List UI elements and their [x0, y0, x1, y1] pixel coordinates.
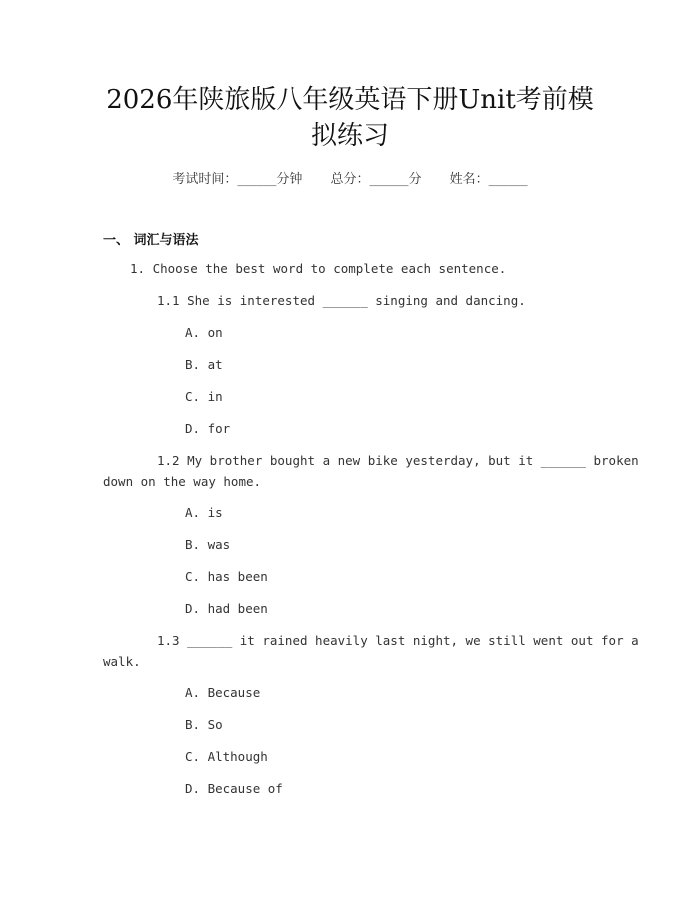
question-1-2-line-1: 1.2 My brother bought a new bike yesterday, but it ______ broken: [157, 453, 639, 468]
option-1-2-d: D. had been: [185, 601, 268, 616]
exam-info: [0, 168, 700, 187]
exam-time-field: 考试时间：______分钟: [172, 172, 303, 187]
question-1-1: 1.1 She is interested ______ singing and dancing.: [157, 293, 526, 308]
question-1-2-line-2: down on the way home.: [103, 474, 262, 489]
option-1-1-c: C. in: [185, 389, 223, 404]
option-1-2-c: C. has been: [185, 569, 268, 584]
question-1-3-line-1: 1.3 ______ it rained heavily last night, we still went out for a: [157, 633, 639, 648]
option-1-1-b: B. at: [185, 357, 223, 372]
option-1-2-b: B. was: [185, 537, 231, 552]
student-name-field: 姓名：______: [449, 172, 528, 187]
section-instruction: 1. Choose the best word to complete each sentence.: [130, 261, 507, 276]
document-title-line-2: 拟练习: [310, 121, 389, 151]
question-1-3-line-2: walk.: [103, 654, 141, 669]
total-score-field: 总分：______分: [330, 172, 422, 187]
option-1-3-a: A. Because: [185, 685, 261, 700]
option-1-3-c: C. Although: [185, 749, 268, 764]
option-1-1-d: D. for: [185, 421, 231, 436]
section-heading: 一、 词汇与语法: [103, 233, 199, 248]
option-1-3-b: B. So: [185, 717, 223, 732]
option-1-1-a: A. on: [185, 325, 223, 340]
option-1-3-d: D. Because of: [185, 781, 283, 796]
option-1-2-a: A. is: [185, 505, 223, 520]
document-title-line-1: 2026年陕旅版八年级英语下册Unit考前模: [106, 85, 594, 115]
